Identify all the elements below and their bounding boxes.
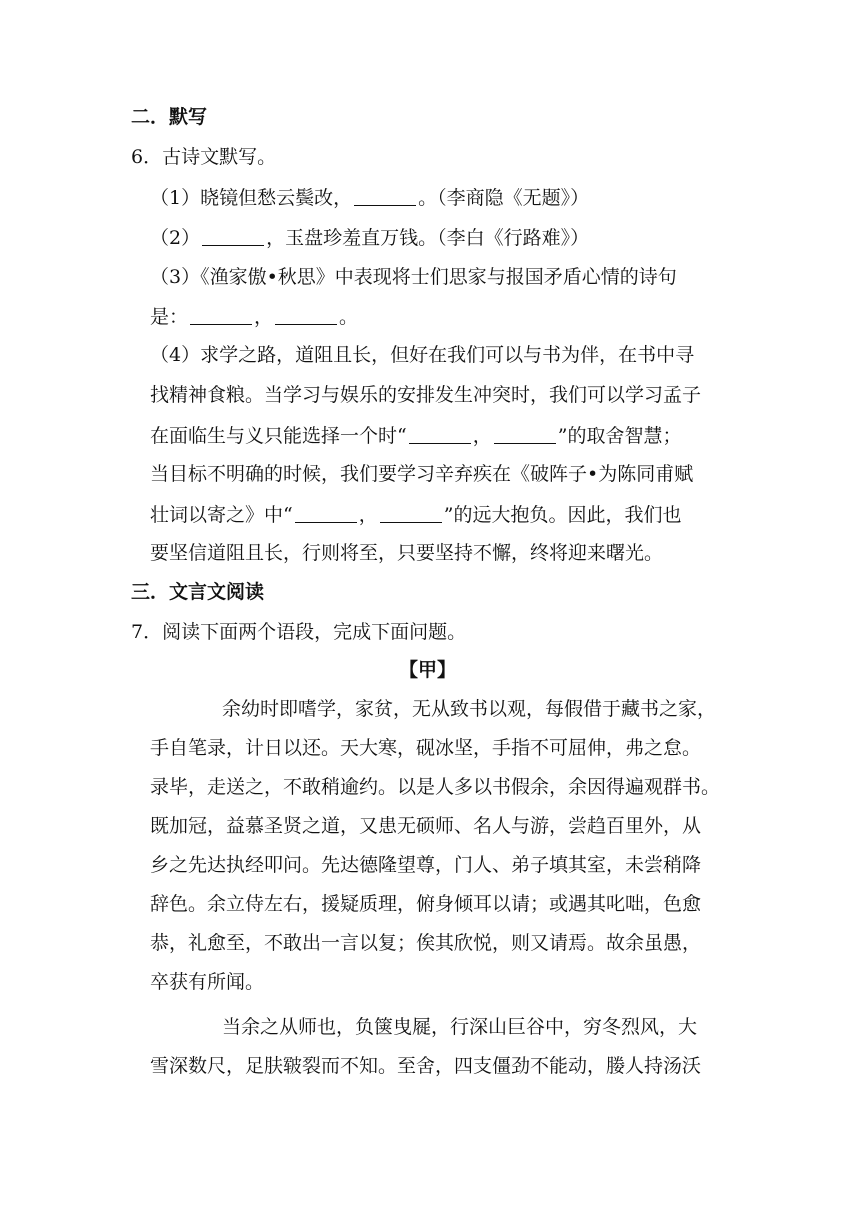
passage-1-line: 乡之先达执经叩问。先达德隆望尊，门人、弟子填其室，未尝稍降 (150, 854, 702, 876)
question-7-stem: 7．阅读下面两个语段，完成下面问题。 (131, 621, 467, 643)
answer-blank[interactable] (275, 304, 337, 325)
passage-1-line: 手自笔录，计日以还。天大寒，砚冰坚，手指不可屈伸，弗之怠。 (150, 737, 702, 759)
answer-blank[interactable] (494, 423, 556, 444)
passage-title-jia: 【甲】 (399, 659, 457, 681)
question-6-4-line-5: 壮词以寄之》中“ ， ”的远大抱负。因此，我们也 (150, 504, 682, 526)
passage-1-line: 辞色。余立侍左右，援疑质理，俯身倾耳以请；或遇其叱咄，色愈 (150, 893, 702, 915)
answer-blank[interactable] (202, 225, 264, 246)
question-6-3-line-1: （3）《渔家傲•秋思》中表现将士们思家与报国矛盾心情的诗句 (150, 266, 677, 288)
passage-1-line: 录毕，走送之，不敢稍逾约。以是人多以书假余，余因得遍观群书。 (150, 776, 721, 798)
section-heading-dictation: 二．默写 (131, 106, 208, 128)
section-heading-classical-reading: 三．文言文阅读 (131, 581, 265, 603)
passage-1-line: 余幼时即嗜学，家贫，无从致书以观，每假借于藏书之家， (222, 698, 717, 720)
passage-1-line: 既加冠，益慕圣贤之道，又患无硕师、名人与游，尝趋百里外，从 (150, 815, 702, 837)
question-6-4-line-3: 在面临生与义只能选择一个时“ ， ”的取舍智慧； (150, 425, 682, 447)
answer-blank[interactable] (354, 185, 416, 206)
answer-blank[interactable] (409, 423, 471, 444)
answer-blank[interactable] (190, 304, 252, 325)
question-6-4-line-1: （4）求学之路，道阻且长，但好在我们可以与书为伴，在书中寻 (150, 344, 695, 366)
question-6-2: （2） ，玉盘珍羞直万钱。（李白《行路难》） (150, 227, 590, 249)
question-6-4-line-2: 找精神食粮。当学习与娱乐的安排发生冲突时，我们可以学习孟子 (150, 384, 702, 406)
answer-blank[interactable] (380, 502, 442, 523)
passage-1-line: 卒获有所闻。 (150, 971, 265, 993)
answer-blank[interactable] (295, 502, 357, 523)
question-6-4-line-4: 当目标不明确的时候，我们要学习辛弃疾在《破阵子•为陈同甫赋 (150, 463, 694, 485)
question-6-3-line-2: 是： ， 。 (150, 306, 359, 328)
question-6-1: （1）晓镜但愁云鬓改， 。（李商隐《无题》） (150, 187, 590, 209)
question-6-stem: 6．古诗文默写。 (131, 146, 277, 168)
question-6-4-line-6: 要坚信道阻且长，行则将至，只要坚持不懈，终将迎来曙光。 (150, 542, 664, 564)
passage-1-line: 恭，礼愈至，不敢出一言以复；俟其欣悦，则又请焉。故余虽愚， (150, 932, 702, 954)
passage-2-line: 雪深数尺，足肤皲裂而不知。至舍，四支僵劲不能动，媵人持汤沃 (150, 1055, 702, 1077)
passage-2-line: 当余之从师也，负箧曳屣，行深山巨谷中，穷冬烈风，大 (222, 1016, 698, 1038)
